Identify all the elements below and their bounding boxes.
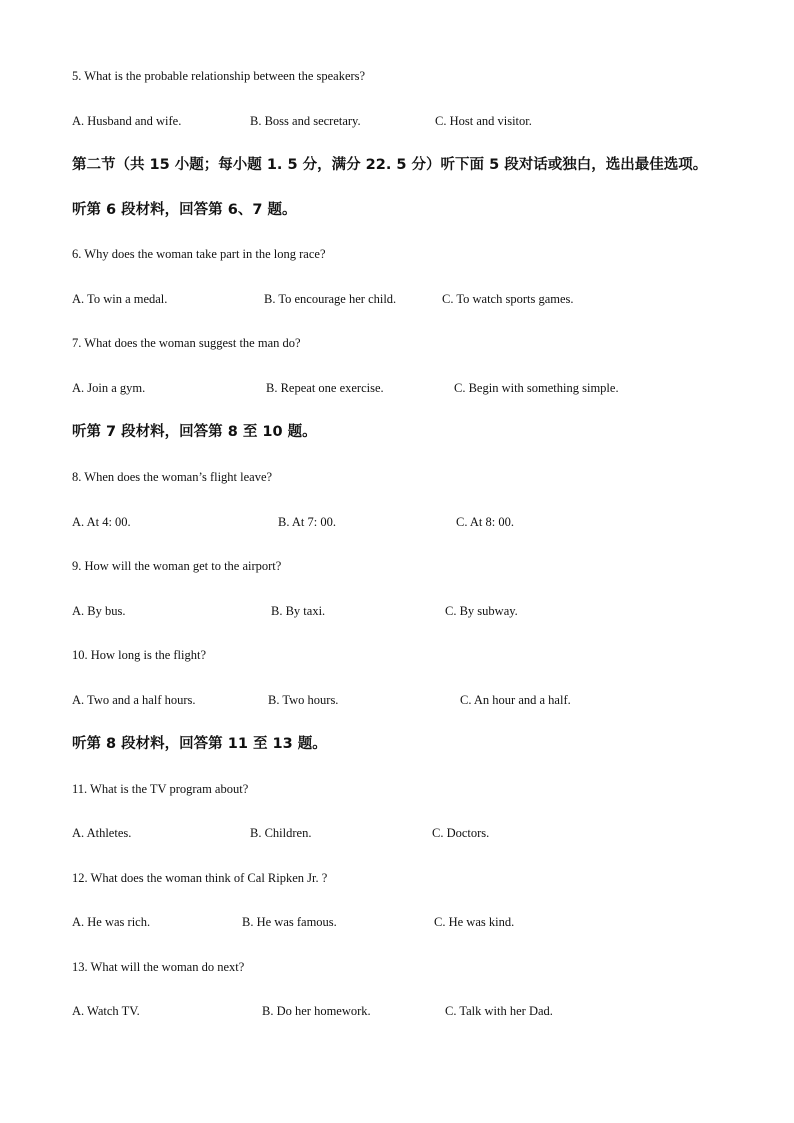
option-5b: B. Boss and secretary. xyxy=(250,114,361,128)
question-9: 9. How will the woman get to the airport? xyxy=(72,559,282,573)
question-5: 5. What is the probable relationship between the speakers? xyxy=(72,69,366,83)
option-10b: B. Two hours. xyxy=(268,693,339,707)
option-11b: B. Children. xyxy=(250,826,312,840)
option-9b: B. By taxi. xyxy=(271,604,326,618)
option-11c: C. Doctors. xyxy=(432,826,490,840)
question-8: 8. When does the woman’s flight leave? xyxy=(72,470,273,484)
option-5a: A. Husband and wife. xyxy=(72,114,182,128)
option-6b: B. To encourage her child. xyxy=(264,292,397,306)
option-8b: B. At 7: 00. xyxy=(278,515,336,529)
option-13b: B. Do her homework. xyxy=(262,1004,371,1018)
option-9a: A. By bus. xyxy=(72,604,126,618)
section-2-heading: 第二节（共 15 小题；每小题 1. 5 分，满分 22. 5 分）听下面 5 段对话或独白，选出最佳选项。 xyxy=(72,157,708,173)
material-8-heading: 听第 8 段材料，回答第 11 至 13 题。 xyxy=(72,736,327,752)
option-12a: A. He was rich. xyxy=(72,915,151,929)
option-6a: A. To win a medal. xyxy=(72,292,168,306)
option-8c: C. At 8: 00. xyxy=(456,515,514,529)
option-11a: A. Athletes. xyxy=(72,826,132,840)
option-13a: A. Watch TV. xyxy=(72,1004,140,1018)
question-11: 11. What is the TV program about? xyxy=(72,782,249,796)
option-10a: A. Two and a half hours. xyxy=(72,693,196,707)
question-7: 7. What does the woman suggest the man do? xyxy=(72,336,301,350)
material-7-heading: 听第 7 段材料，回答第 8 至 10 题。 xyxy=(72,424,317,440)
option-5c: C. Host and visitor. xyxy=(435,114,532,128)
option-7c: C. Begin with something simple. xyxy=(454,381,619,395)
question-10: 10. How long is the flight? xyxy=(72,648,207,662)
option-13c: C. Talk with her Dad. xyxy=(445,1004,553,1018)
option-6c: C. To watch sports games. xyxy=(442,292,574,306)
option-7b: B. Repeat one exercise. xyxy=(266,381,384,395)
option-9c: C. By subway. xyxy=(445,604,518,618)
option-12c: C. He was kind. xyxy=(434,915,515,929)
option-8a: A. At 4: 00. xyxy=(72,515,131,529)
option-7a: A. Join a gym. xyxy=(72,381,146,395)
question-13: 13. What will the woman do next? xyxy=(72,960,245,974)
material-6-heading: 听第 6 段材料，回答第 6、7 题。 xyxy=(72,202,297,218)
question-6: 6. Why does the woman take part in the long race? xyxy=(72,247,326,261)
question-12: 12. What does the woman think of Cal Ripken Jr. ? xyxy=(72,871,328,885)
option-12b: B. He was famous. xyxy=(242,915,337,929)
option-10c: C. An hour and a half. xyxy=(460,693,571,707)
